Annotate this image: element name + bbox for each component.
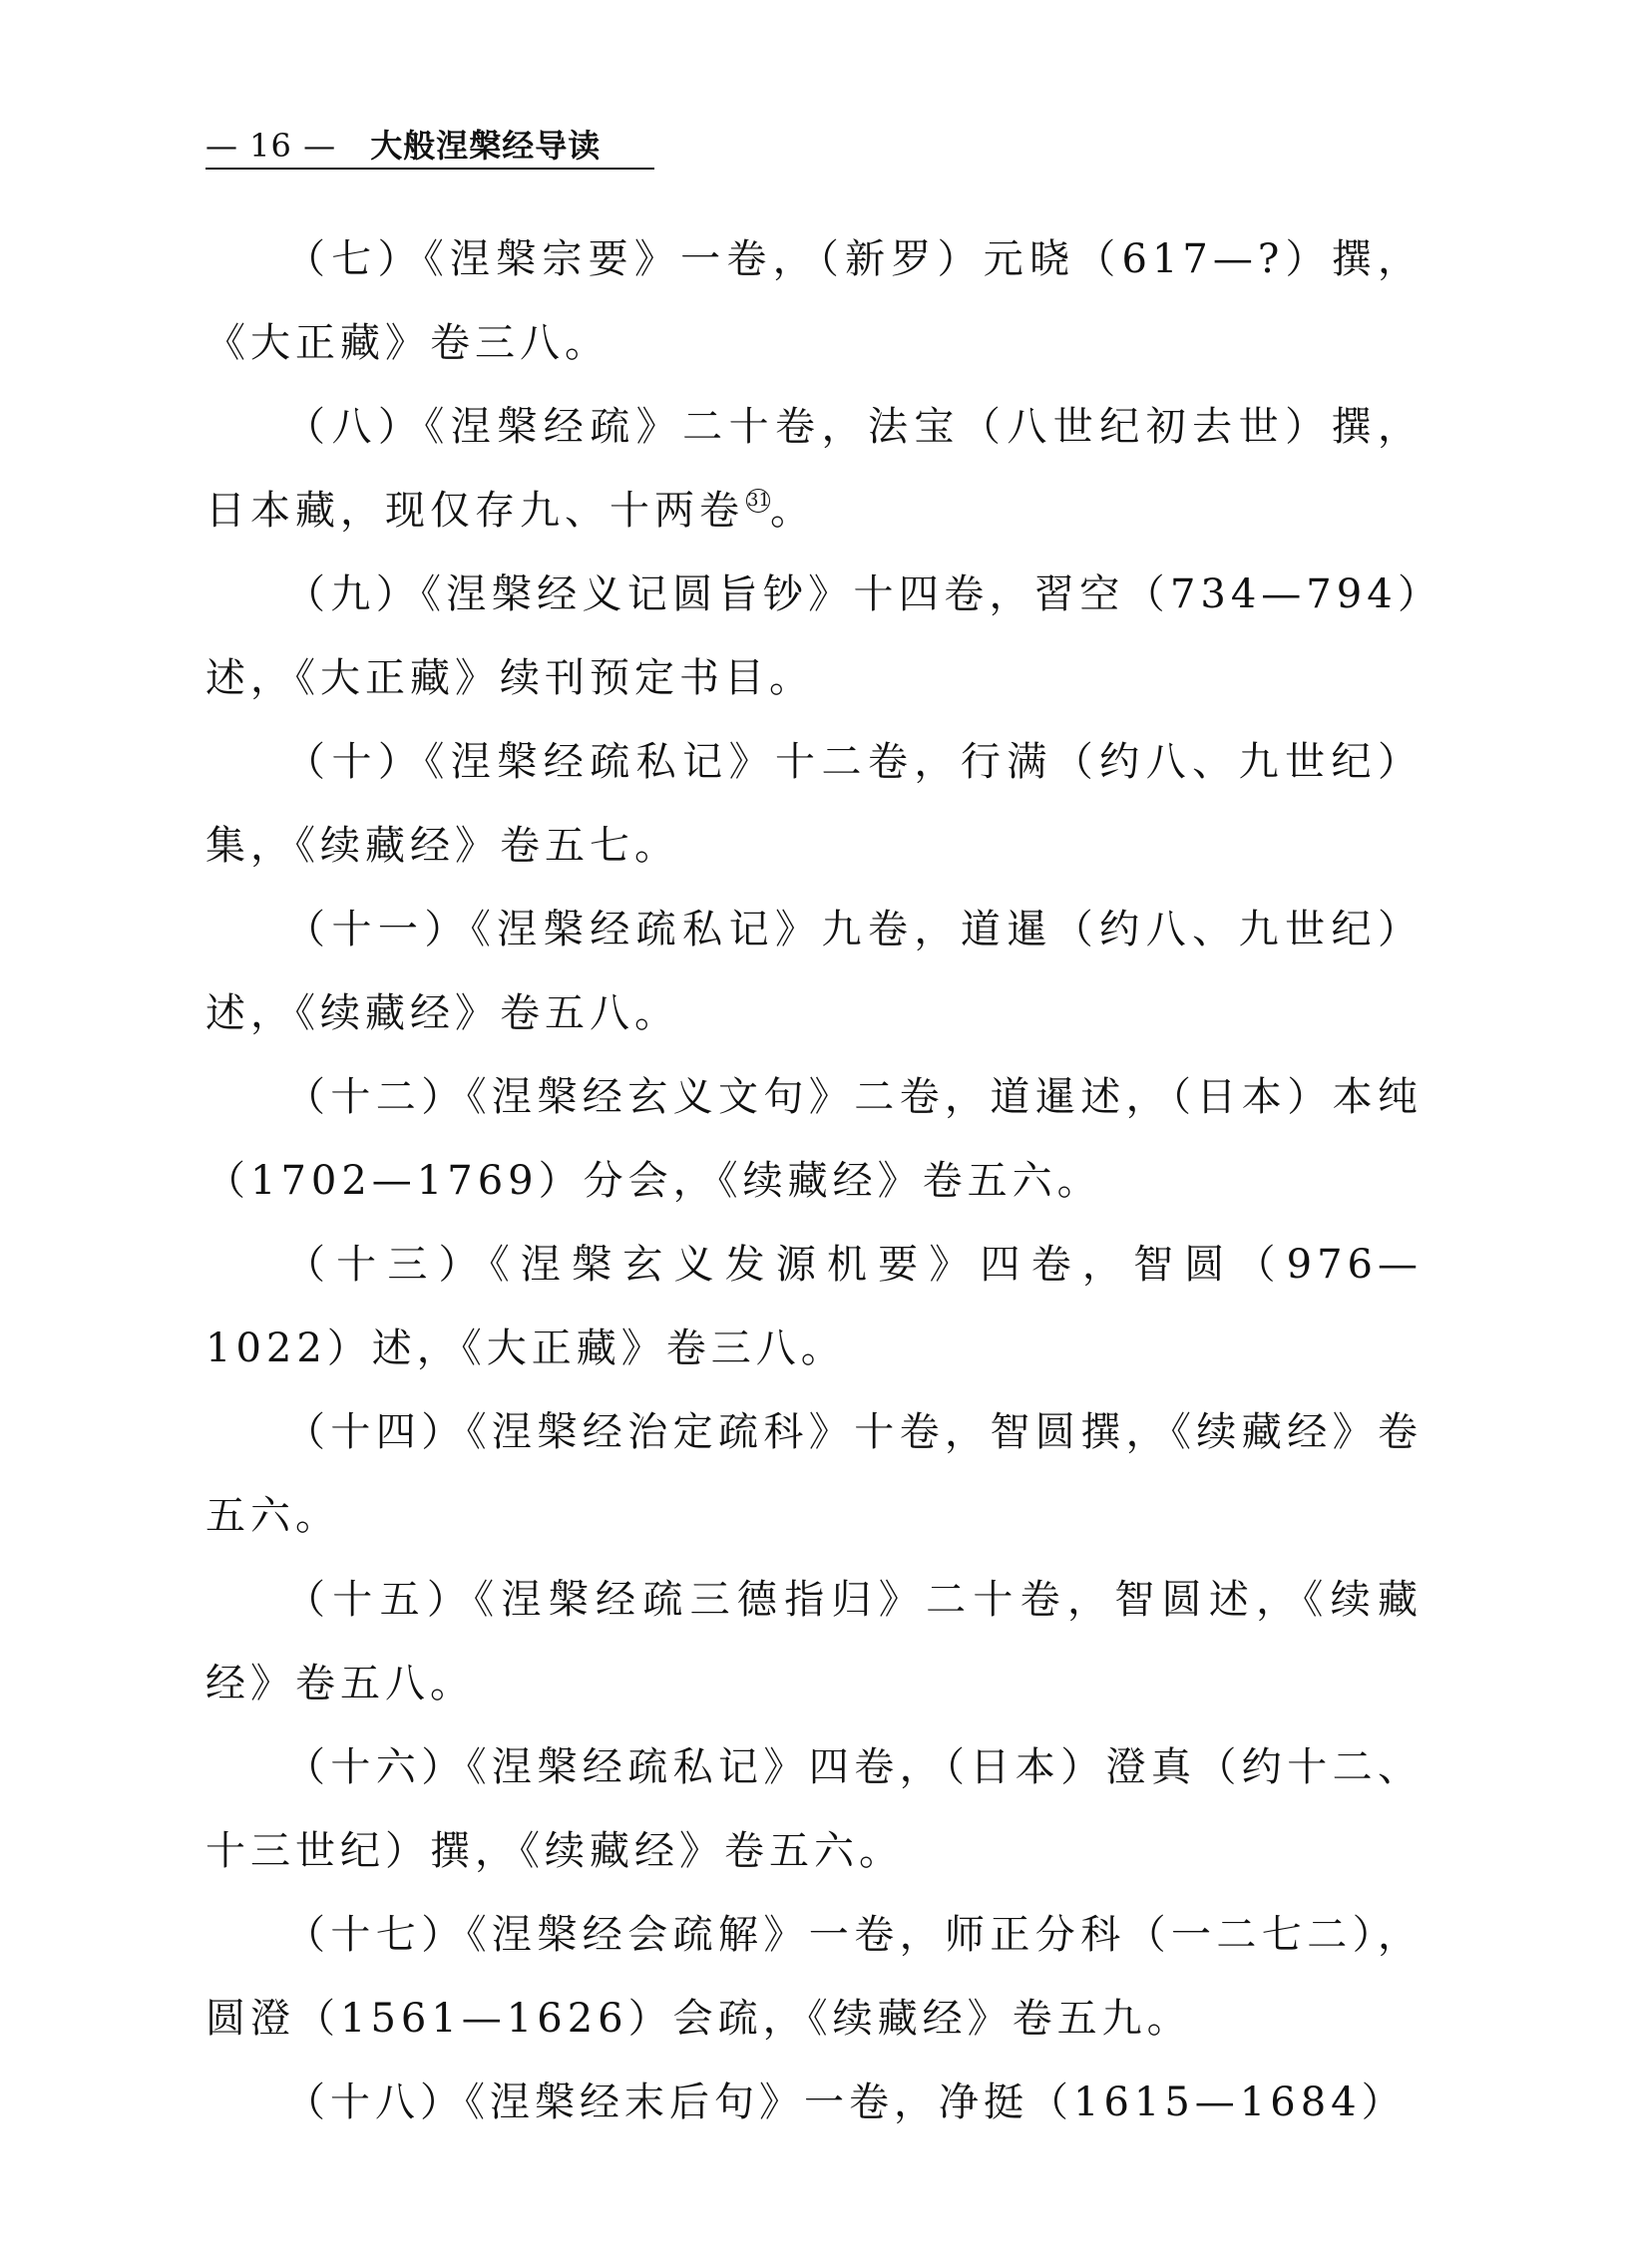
entry-14: （十四）《涅槃经治定疏科》十卷，智圆撰，《续藏经》卷五六。 [205,1409,1423,1539]
header-rule [205,168,654,170]
page-number: — 16 — [205,127,337,165]
running-head [205,122,654,170]
body-text [205,217,1423,2144]
footnote-marker[interactable]: 31 [747,489,770,511]
book-title: 大般涅槃经导读 [370,127,602,165]
entry-15: （十五）《涅槃经疏三德指归》二十卷，智圆述，《续藏经》卷五八。 [205,1577,1423,1706]
entry-17: （十七）《涅槃经会疏解》一卷，师正分科（一二七二），圆澄（1561—1626）会疏，《续藏经》卷五九。 [205,1912,1423,2042]
entry-10: （十）《涅槃经疏私记》十二卷，行满（约八、九世纪）集，《续藏经》卷五七。 [205,739,1423,869]
entry-18: （十八）《涅槃经末后句》一卷，净挺（1615—1684） [285,2079,1407,2125]
entry-9: （九）《涅槃经义记圆旨钞》十四卷，習空（734—794）述，《大正藏》续刊预定书目。 [205,571,1423,701]
entry-13: （十三）《涅槃玄义发源机要》四卷，智圆（976—1022）述，《大正藏》卷三八。 [205,1242,1423,1371]
entry-11: （十一）《涅槃经疏私记》九卷，道暹（约八、九世纪）述，《续藏经》卷五八。 [205,907,1423,1036]
entry-8: （八）《涅槃经疏》二十卷，法宝（八世纪初去世）撰，日本藏，现仅存九、十两卷 31。 [205,404,1423,534]
entry-12: （十二）《涅槃经玄义文句》二卷，道暹述，（日本）本纯（1702—1769）分会，《续藏经》卷五六。 [205,1074,1423,1204]
entry-7: （七）《涅槃宗要》一卷，（新罗）元晓（617—?）撰，《大正藏》卷三八。 [205,236,1423,366]
entry-16: （十六）《涅槃经疏私记》四卷，（日本）澄真（约十二、十三世纪）撰，《续藏经》卷五六。 [205,1744,1423,1874]
